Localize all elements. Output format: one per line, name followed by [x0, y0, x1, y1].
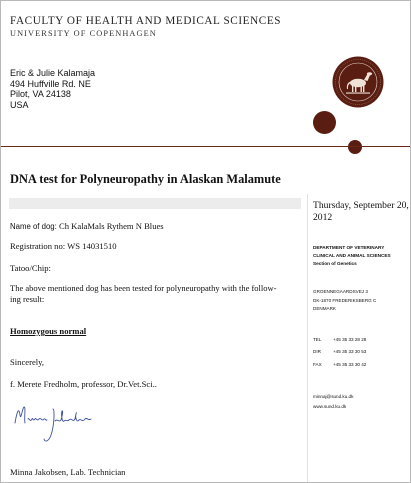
faculty-name: FACULTY OF HEALTH AND MEDICAL SCIENCES	[10, 15, 282, 27]
contact-fax: FAX +45 35 33 30 42	[313, 361, 367, 367]
address-line: DK-1870 FREDERIKSBERG C	[313, 297, 377, 303]
university-name: UNIVERSITY OF COPENHAGEN	[10, 29, 157, 38]
email-link[interactable]: minnaj@sund.ku.dk	[313, 394, 354, 399]
website-link[interactable]: www.sund.ku.dk	[313, 404, 347, 410]
dog-name-label: Name of dog:	[10, 222, 57, 231]
section-line: Section of Genetics	[313, 261, 357, 267]
recipient-city: Pilot, VA 24138	[10, 89, 71, 100]
registration-label: Registration no:	[10, 241, 66, 251]
contact-dir: DIR +45 35 33 30 53	[313, 349, 367, 355]
test-result: Homozygous normal	[10, 326, 87, 336]
contact-tel: TEL +45 35 33 28 28	[313, 337, 367, 342]
department-address	[313, 288, 409, 314]
recipient-country: USA	[10, 99, 29, 110]
letter-title: DNA test for Polyneuropathy in Alaskan Malamute	[10, 172, 281, 186]
registration-value: WS 14031510	[67, 241, 117, 251]
column-divider	[307, 194, 308, 483]
decorative-dot-large	[313, 111, 336, 134]
web-block	[313, 392, 409, 413]
paragraph-line: The above mentioned dog has been tested for polyneuropathy with the follow-	[10, 283, 277, 293]
dog-name-value: Ch KalaMals Rythem N Blues	[58, 221, 164, 231]
title-shade-bar	[9, 198, 301, 209]
technician-name: Minna Jakobsen, Lab. Technician	[10, 467, 126, 477]
signature-icon	[11, 401, 95, 447]
signatory: f. Merete Fredholm, professor, Dr.Vet.Sci..	[10, 379, 157, 389]
date-line: 2012	[313, 212, 333, 223]
decorative-dot-small	[348, 140, 362, 154]
department-block	[313, 244, 409, 269]
chip-label: Tatoo/Chip:	[10, 263, 51, 273]
closing: Sincerely,	[10, 357, 45, 367]
department-line: DEPARTMENT OF VETERINARY	[313, 245, 385, 250]
university-seal-icon	[332, 56, 384, 108]
header-rule	[1, 146, 410, 147]
result-paragraph	[10, 283, 300, 305]
recipient-street: 494 Huffville Rd. NE	[10, 78, 91, 89]
address-line: GROENNEGAARDSVEJ 3	[313, 289, 368, 294]
address-line: DENMARK	[313, 306, 336, 312]
recipient-name: Eric & Julie Kalamaja	[10, 68, 96, 78]
date-line: Thursday, September 20,	[313, 200, 409, 211]
letter-date	[313, 200, 409, 224]
department-line: CLINICAL AND ANIMAL SCIENCES	[313, 253, 391, 259]
recipient-address	[10, 68, 95, 110]
registration-row	[10, 241, 117, 251]
dog-name-row	[10, 221, 164, 231]
contact-block	[313, 334, 409, 371]
paragraph-line: ing result:	[10, 294, 45, 304]
